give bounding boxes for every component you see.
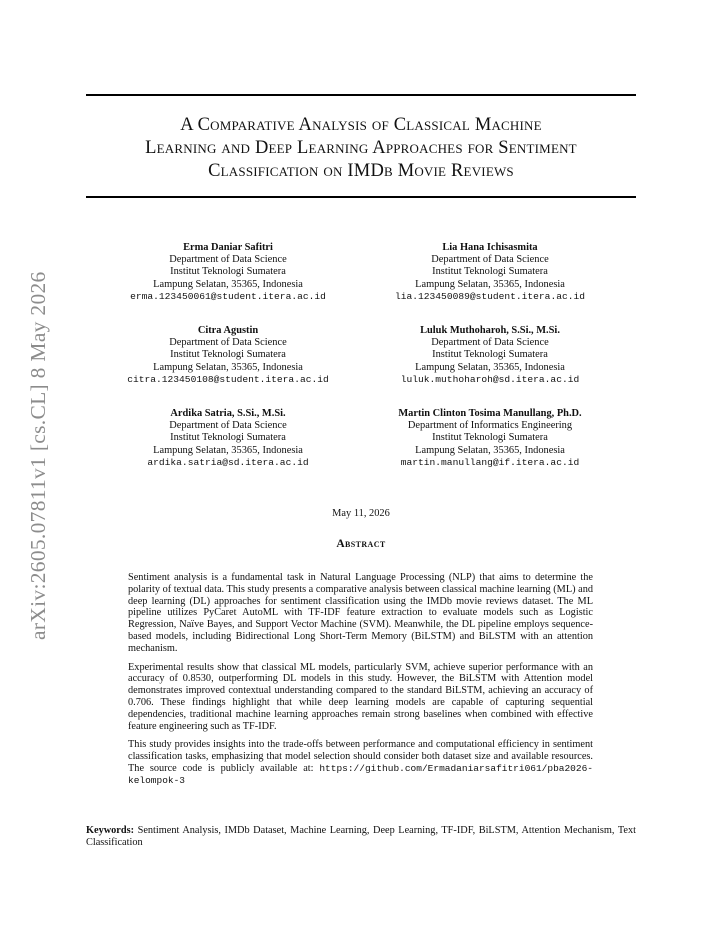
- keywords: [86, 825, 636, 849]
- arxiv-side-stamp: arXiv:2605.07811v1 [cs.CL] 8 May 2026: [26, 271, 50, 640]
- author-institution: Institut Teknologi Sumatera: [432, 266, 548, 278]
- author-block: [118, 242, 338, 303]
- author-institution: Institut Teknologi Sumatera: [170, 349, 286, 361]
- keywords-text: Sentiment Analysis, IMDb Dataset, Machine Learning, Deep Learning, TF-IDF, BiLSTM, Attention Mechanism, Text Classification: [86, 825, 636, 848]
- author-address: Lampung Selatan, 35365, Indonesia: [153, 444, 303, 456]
- author-address: Lampung Selatan, 35365, Indonesia: [153, 361, 303, 373]
- author-name: Martin Clinton Tosima Manullang, Ph.D.: [398, 408, 582, 419]
- paper-title: [86, 114, 636, 183]
- author-name: Lia Hana Ichisasmita: [442, 242, 538, 253]
- author-email[interactable]: luluk.muthoharoh@sd.itera.ac.id: [400, 373, 580, 385]
- author-address: Lampung Selatan, 35365, Indonesia: [153, 278, 303, 290]
- author-address: Lampung Selatan, 35365, Indonesia: [415, 444, 565, 456]
- author-institution: Institut Teknologi Sumatera: [170, 432, 286, 444]
- paper-date: May 11, 2026: [332, 508, 390, 519]
- title-rule-top: [86, 94, 636, 96]
- author-department: Department of Data Science: [169, 254, 287, 266]
- author-name: Erma Daniar Safitri: [183, 242, 273, 253]
- author-block: [118, 325, 338, 386]
- title-line: Classification on IMDb Movie Reviews: [208, 161, 514, 181]
- title-line: Learning and Deep Learning Approaches for Sentiment: [145, 138, 577, 158]
- abstract-paragraph-text: This study provides insights into the trade-offs between performance and computational efficiency in sentiment classification tasks, emphasizing that model selection should consider both dataset size and available resources. The source code is publicly available at:: [128, 739, 593, 774]
- author-department: Department of Data Science: [169, 337, 287, 349]
- abstract-paragraph: Experimental results show that classical ML models, particularly SVM, achieve superior performance with an accuracy of 0.8530, outperforming DL models in this study. However, the BiLSTM with Attention model demonstrates improved contextual understanding compared to the standard BiLSTM, achieving an accuracy of 0.706. These findings highlight that while deep learning models are capable of capturing sequential dependencies, traditional machine learning approaches remain strong baselines when combined with effective feature engineering such as TF-IDF.: [128, 661, 593, 732]
- keywords-label: Keywords:: [86, 825, 135, 836]
- author-block: [380, 242, 600, 303]
- author-block: [380, 325, 600, 386]
- author-email[interactable]: citra.123450108@student.itera.ac.id: [127, 373, 329, 385]
- author-email[interactable]: lia.123450089@student.itera.ac.id: [395, 290, 585, 302]
- author-department: Department of Informatics Engineering: [407, 420, 573, 432]
- author-department: Department of Data Science: [169, 420, 287, 432]
- author-name: Luluk Muthoharoh, S.Si., M.Si.: [420, 325, 560, 336]
- author-email[interactable]: martin.manullang@if.itera.ac.id: [400, 456, 580, 468]
- abstract-paragraph: [128, 739, 593, 786]
- author-institution: Institut Teknologi Sumatera: [170, 266, 286, 278]
- author-address: Lampung Selatan, 35365, Indonesia: [415, 278, 565, 290]
- author-institution: Institut Teknologi Sumatera: [432, 349, 548, 361]
- title-line: A Comparative Analysis of Classical Machine: [180, 115, 542, 135]
- author-department: Department of Data Science: [431, 337, 549, 349]
- author-email[interactable]: erma.123450061@student.itera.ac.id: [130, 290, 326, 302]
- author-address: Lampung Selatan, 35365, Indonesia: [415, 361, 565, 373]
- author-block: [118, 408, 338, 469]
- author-institution: Institut Teknologi Sumatera: [432, 432, 548, 444]
- author-department: Department of Data Science: [431, 254, 549, 266]
- author-email[interactable]: ardika.satria@sd.itera.ac.id: [147, 456, 309, 468]
- author-name: Ardika Satria, S.Si., M.Si.: [170, 408, 286, 419]
- title-rule-bottom: [86, 196, 636, 198]
- source-code-link[interactable]: https://github.com/Ermadaniarsafitri061/pba2026-kelompok-3: [128, 762, 593, 786]
- abstract-paragraph: Sentiment analysis is a fundamental task in Natural Language Processing (NLP) that aims to determine the polarity of textual data. This study presents a comparative analysis between classical machine learning (ML) and deep learning (DL) approaches for sentiment classification using the IMDb movie reviews dataset. The ML pipeline utilizes PyCaret AutoML with TF-IDF feature extraction to evaluate models such as Logistic Regression, Naïve Bayes, and Support Vector Machine (SVM). Meanwhile, the DL pipeline employs sequence-based models, including Bidirectional Long Short-Term Memory (BiLSTM) and BiLSTM with an attention mechanism.: [128, 572, 593, 654]
- abstract-body: [128, 572, 593, 794]
- author-block: [360, 408, 620, 469]
- abstract-heading: Abstract: [336, 538, 386, 550]
- author-name: Citra Agustin: [197, 325, 259, 336]
